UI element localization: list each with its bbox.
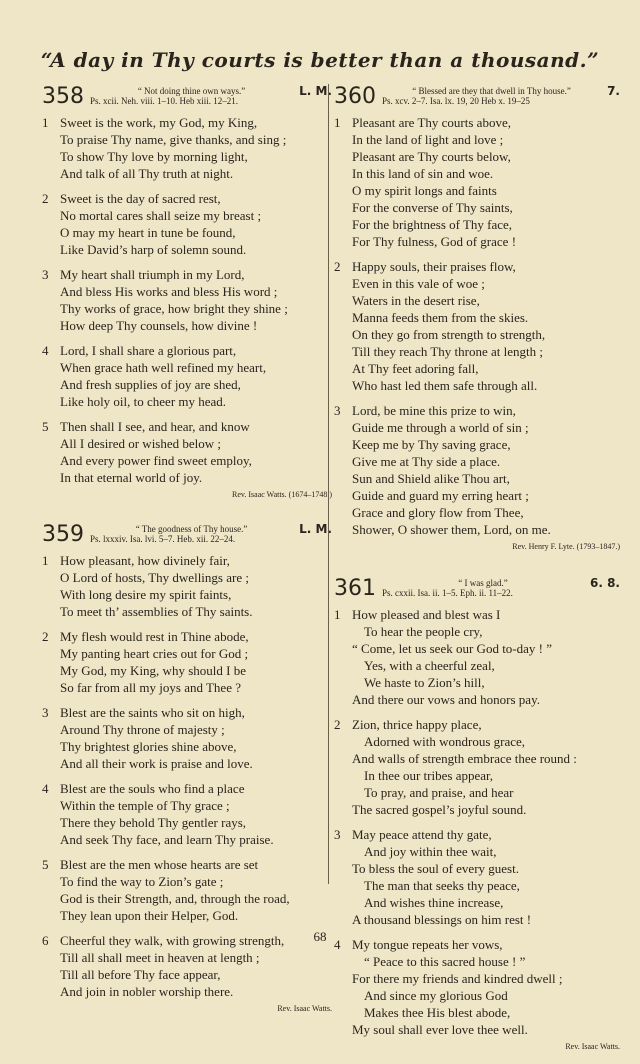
hymn-author: Rev. Henry F. Lyte. (1793–1847.) — [512, 542, 620, 551]
verse-line: Then shall I see, and hear, and know — [60, 419, 250, 434]
verse-line: A thousand blessings on him rest ! — [352, 912, 532, 927]
verse-line: And seek Thy face, and learn Thy praise. — [60, 832, 274, 847]
verse-line: Around Thy throne of majesty ; — [60, 722, 225, 737]
verse-line: To meet th’ assemblies of Thy saints. — [60, 604, 253, 619]
hymn-number: 359 — [42, 522, 84, 547]
verse-line: My heart shall triumph in my Lord, — [60, 267, 245, 282]
verse — [42, 342, 332, 410]
verse — [42, 266, 332, 334]
verse-line: To praise Thy name, give thanks, and sing ; — [60, 132, 287, 147]
verse-line: Who hast led them safe through all. — [352, 378, 538, 393]
verse-line: They lean upon their Helper, God. — [60, 908, 239, 923]
verse-line: Sun and Shield alike Thou art, — [352, 471, 510, 486]
verse-lines — [60, 780, 332, 848]
verse-line: Blest are the men whose hearts are set — [60, 857, 259, 872]
verse — [334, 114, 620, 250]
verse-line: And bless His works and bless His word ; — [60, 284, 278, 299]
verse — [42, 856, 332, 924]
verse — [42, 780, 332, 848]
verse-lines — [60, 190, 332, 258]
verse-line: And fresh supplies of joy are shed, — [60, 377, 241, 392]
verse-line: My God, my King, why should I be — [60, 663, 246, 678]
verse-line: And join in nobler worship there. — [60, 984, 234, 999]
verse-line: Lord, be mine this prize to win, — [352, 403, 516, 418]
verse-line: The man that seeks thy peace, — [364, 878, 520, 893]
verse-line: For the brightness of Thy face, — [352, 217, 513, 232]
hymn-epigraph: “ Blessed are they that dwell in Thy house.” — [412, 86, 571, 96]
hymn-header — [42, 524, 332, 546]
verse-number: 2 — [334, 717, 341, 732]
hymn-scripture-refs: Ps. lxxxiv. Isa. lvi. 5–7. Heb. xii. 22–24. — [90, 534, 236, 544]
verse-line: May peace attend thy gate, — [352, 827, 492, 842]
verse-lines — [60, 114, 332, 182]
hymn-number: 361 — [334, 576, 376, 601]
verse-number: 6 — [42, 933, 49, 948]
verse-line: Like David’s harp of solemn sound. — [60, 242, 247, 257]
verse-line: To hear the people cry, — [364, 624, 483, 639]
verse-line: My tongue repeats her vows, — [352, 937, 503, 952]
hymn — [334, 578, 620, 1052]
verse-number: 3 — [334, 827, 341, 842]
verse-line: How pleased and blest was I — [352, 607, 501, 622]
verse — [334, 826, 620, 928]
verse-number: 3 — [334, 403, 341, 418]
verse-line: To find the way to Zion’s gate ; — [60, 874, 224, 889]
verse-line: My panting heart cries out for God ; — [60, 646, 249, 661]
hymn-number: 360 — [334, 84, 376, 109]
verse-lines — [60, 628, 332, 696]
verse-line: For the converse of Thy saints, — [352, 200, 513, 215]
verse-line: Thy works of grace, how bright they shine ; — [60, 301, 288, 316]
verse-line: Till all shall meet in heaven at length ; — [60, 950, 260, 965]
hymn-epigraph: “ The goodness of Thy house.” — [135, 524, 248, 534]
verse-number: 2 — [42, 191, 49, 206]
verse-lines — [60, 856, 332, 924]
hymn-meter: L. M. — [299, 84, 332, 98]
verse-line: Blest are the souls who find a place — [60, 781, 245, 796]
verse-line: Sweet is the work, my God, my King, — [60, 115, 258, 130]
verse-number: 4 — [42, 781, 49, 796]
verse-number: 5 — [42, 419, 49, 434]
verse-line: Pleasant are Thy courts above, — [352, 115, 511, 130]
verse-lines — [352, 606, 620, 708]
verse-lines — [352, 258, 620, 394]
verse-number: 1 — [42, 553, 49, 568]
verse-line: Happy souls, their praises flow, — [352, 259, 516, 274]
verse-lines — [352, 716, 620, 818]
verse-line: Shower, O shower them, Lord, on me. — [352, 522, 551, 537]
verse-line: In this land of sin and woe. — [352, 166, 494, 181]
verse-line: O Lord of hosts, Thy dwellings are ; — [60, 570, 249, 585]
verse-lines — [352, 826, 620, 928]
right-column — [334, 86, 620, 1064]
verse-line: Lord, I shall share a glorious part, — [60, 343, 237, 358]
hymn-header — [334, 86, 620, 108]
verse-line: God is their Strength, and, through the road, — [60, 891, 290, 906]
verse — [334, 402, 620, 538]
hymn-scripture-refs: Ps. xcii. Neh. viii. 1–10. Heb xiii. 12–21. — [90, 96, 238, 106]
left-column — [42, 86, 332, 1026]
verse-line: In thee our tribes appear, — [364, 768, 494, 783]
verse-line: My flesh would rest in Thine abode, — [60, 629, 249, 644]
verse-line: Thy brightest glories shine above, — [60, 739, 237, 754]
verse-number: 1 — [334, 115, 341, 130]
verse-lines — [60, 704, 332, 772]
verse — [334, 606, 620, 708]
verse-line: And talk of all Thy truth at night. — [60, 166, 234, 181]
verse-line: Pleasant are Thy courts below, — [352, 149, 511, 164]
verse-line: And wishes thine increase, — [364, 895, 504, 910]
verse-line: We haste to Zion’s hill, — [364, 675, 485, 690]
verse-lines — [352, 114, 620, 250]
verse-number: 3 — [42, 705, 49, 720]
verse-line: Manna feeds them from the skies. — [352, 310, 529, 325]
hymn-meter: 7. — [607, 84, 620, 98]
verse-line: Cheerful they walk, with growing strength, — [60, 933, 285, 948]
verse-line: With long desire my spirit faints, — [60, 587, 232, 602]
verse — [42, 190, 332, 258]
verse-line: And joy within thee wait, — [364, 844, 497, 859]
verse-line: O may my heart in tune be found, — [60, 225, 236, 240]
verse-line: To pray, and praise, and hear — [364, 785, 514, 800]
verse-line: In that eternal world of joy. — [60, 470, 203, 485]
verse-number: 5 — [42, 857, 49, 872]
verse-lines — [60, 342, 332, 410]
verse-number: 2 — [42, 629, 49, 644]
hymn-number: 358 — [42, 84, 84, 109]
verse — [42, 628, 332, 696]
verse-line: Like holy oil, to cheer my head. — [60, 394, 227, 409]
verse-number: 2 — [334, 259, 341, 274]
hymn-scripture-refs: Ps. cxxii. Isa. ii. 1–5. Eph. ii. 11–22. — [382, 588, 513, 598]
verse-line: Guide and guard my erring heart ; — [352, 488, 529, 503]
hymn-info — [90, 86, 293, 106]
hymn-info — [382, 578, 584, 598]
hymn-epigraph: “ I was glad.” — [458, 578, 508, 588]
verse-line: In the land of light and love ; — [352, 132, 504, 147]
verse-line: No mortal cares shall seize my breast ; — [60, 208, 262, 223]
verse-number: 1 — [334, 607, 341, 622]
verse-line: How deep Thy counsels, how divine ! — [60, 318, 258, 333]
verse — [334, 716, 620, 818]
verse-line: All I desired or wished below ; — [60, 436, 222, 451]
verse-number: 1 — [42, 115, 49, 130]
verse-number: 3 — [42, 267, 49, 282]
verse-line: Yes, with a cheerful zeal, — [364, 658, 495, 673]
hymn — [334, 86, 620, 552]
verse-lines — [352, 936, 620, 1038]
verse-line: My soul shall ever love thee well. — [352, 1022, 528, 1037]
verse-line: For Thy fulness, God of grace ! — [352, 234, 517, 249]
hymn-author: Rev. Isaac Watts. — [277, 1004, 332, 1013]
verse-line: So far from all my joys and Thee ? — [60, 680, 241, 695]
verse-line: And all their work is praise and love. — [60, 756, 253, 771]
verse-line: Even in this vale of woe ; — [352, 276, 485, 291]
verse-line: Makes thee His blest abode, — [364, 1005, 511, 1020]
verse-line: Grace and glory flow from Thee, — [352, 505, 524, 520]
verse-line: “ Come, let us seek our God to-day ! ” — [352, 641, 553, 656]
hymn-meter: 6. 8. — [590, 576, 620, 590]
verse-line: And walls of strength embrace thee round : — [352, 751, 577, 766]
verse — [334, 936, 620, 1038]
verse-line: Give me at Thy side a place. — [352, 454, 501, 469]
verse-line: And every power find sweet employ, — [60, 453, 252, 468]
verse-line: Waters in the desert rise, — [352, 293, 480, 308]
page-title: “A day in Thy courts is better than a thousand.” — [40, 48, 600, 72]
hymn-author: Rev. Isaac Watts. (1674–1748.) — [232, 490, 332, 499]
verse — [42, 552, 332, 620]
verse-line: O my spirit longs and faints — [352, 183, 497, 198]
verse-line: Keep me by Thy saving grace, — [352, 437, 511, 452]
column-divider — [328, 84, 329, 884]
verse — [334, 258, 620, 394]
verse — [42, 114, 332, 182]
verse-line: Blest are the saints who sit on high, — [60, 705, 245, 720]
hymn-info — [90, 524, 293, 544]
verse-line: Till all before Thy face appear, — [60, 967, 221, 982]
verse-line: How pleasant, how divinely fair, — [60, 553, 230, 568]
verse-lines — [352, 402, 620, 538]
hymn-meter: L. M. — [299, 522, 332, 536]
verse — [42, 704, 332, 772]
verse-line: For there my friends and kindred dwell ; — [352, 971, 563, 986]
verse-line: Till they reach Thy throne at length ; — [352, 344, 543, 359]
hymn-epigraph: “ Not doing thine own ways.” — [137, 86, 246, 96]
verse-line: Zion, thrice happy place, — [352, 717, 482, 732]
page-number: 68 — [313, 929, 327, 944]
verse-line: When grace hath well refined my heart, — [60, 360, 267, 375]
verse-line: Guide me through a world of sin ; — [352, 420, 529, 435]
verse-line: There they behold Thy gentler rays, — [60, 815, 247, 830]
verse-line: And since my glorious God — [364, 988, 508, 1003]
hymn-author: Rev. Isaac Watts. — [565, 1042, 620, 1051]
hymn-header — [334, 578, 620, 600]
verse-lines — [60, 552, 332, 620]
verse — [42, 418, 332, 486]
verse-lines — [60, 266, 332, 334]
verse-lines — [60, 418, 332, 486]
verse-line: On they go from strength to strength, — [352, 327, 546, 342]
verse-line: Sweet is the day of sacred rest, — [60, 191, 221, 206]
hymn-header — [42, 86, 332, 108]
verse-line: At Thy feet adoring fall, — [352, 361, 479, 376]
hymn-scripture-refs: Ps. xcv. 2–7. Isa. lx. 19, 20 Heb x. 19–25 — [382, 96, 530, 106]
verse-line: The sacred gospel’s joyful sound. — [352, 802, 527, 817]
verse-line: And there our vows and honors pay. — [352, 692, 540, 707]
verse-number: 4 — [42, 343, 49, 358]
hymn — [42, 86, 332, 500]
verse-line: To bless the soul of every guest. — [352, 861, 519, 876]
verse-line: “ Peace to this sacred house ! ” — [364, 954, 526, 969]
hymn-info — [382, 86, 601, 106]
verse-line: Adorned with wondrous grace, — [364, 734, 526, 749]
verse-number: 4 — [334, 937, 341, 952]
verse-line: To show Thy love by morning light, — [60, 149, 248, 164]
verse-line: Within the temple of Thy grace ; — [60, 798, 230, 813]
